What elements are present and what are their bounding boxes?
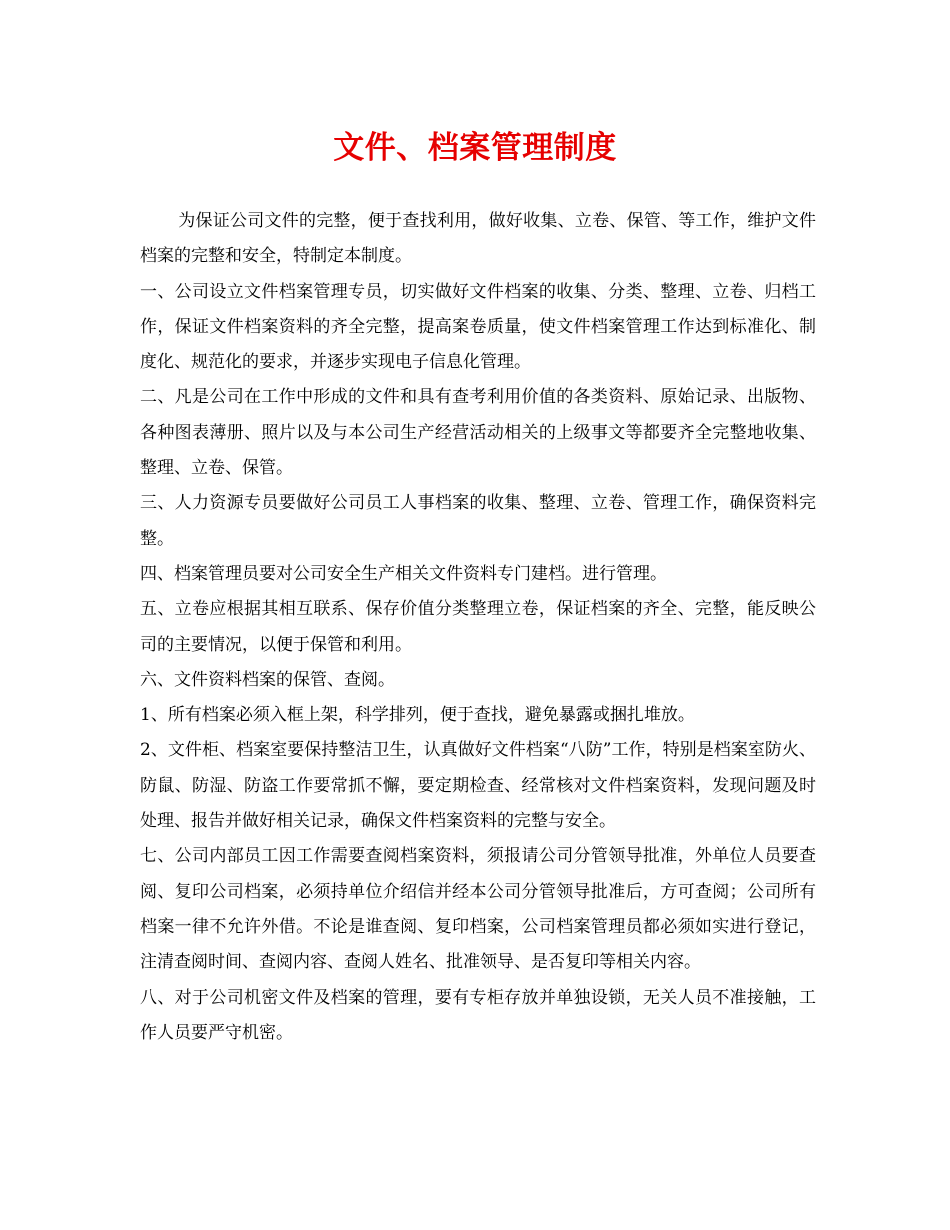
clause-3-paragraph: 三、人力资源专员要做好公司员工人事档案的收集、整理、立卷、管理工作，确保资料完整。 xyxy=(140,493,816,549)
intro-paragraph: 为保证公司文件的完整，便于查找利用，做好收集、立卷、保管、等工作，维护文件档案的完整和安全，特制定本制度。 xyxy=(140,211,816,267)
clause-8-paragraph: 八、对于公司机密文件及档案的管理，要有专柜存放并单独设锁，无关人员不准接触，工作人员要严守机密。 xyxy=(140,987,816,1043)
clause-6-item-1-paragraph: 1、所有档案必须入框上架，科学排列，便于查找，避免暴露或捆扎堆放。 xyxy=(140,705,695,726)
document-body xyxy=(140,204,816,1051)
clause-2-paragraph: 二、凡是公司在工作中形成的文件和具有查考利用价值的各类资料、原始记录、出版物、各种图表薄册、照片以及与本公司生产经营活动相关的上级事文等都要齐全完整地收集、整理、立卷、保管。 xyxy=(140,387,816,479)
clause-5-paragraph: 五、立卷应根据其相互联系、保存价值分类整理立卷，保证档案的齐全、完整，能反映公司的主要情况，以便于保管和利用。 xyxy=(140,599,816,655)
clause-7-paragraph: 七、公司内部员工因工作需要查阅档案资料，须报请公司分管领导批准，外单位人员要查阅、复印公司档案，必须持单位介绍信并经本公司分管领导批准后，方可查阅；公司所有档案一律不允许外借。不论是谁查阅、复印档案，公司档案管理员都必须如实进行登记，注清查阅时间、查阅内容、查阅人姓名、批准领导、是否复印等相关内容。 xyxy=(140,846,816,973)
clause-6-item-2-paragraph: 2、文件柜、档案室要保持整洁卫生，认真做好文件档案“八防”工作，特别是档案室防火、防鼠、防湿、防盗工作要常抓不懈，要定期检查、经常核对文件档案资料，发现问题及时处理、报告并做好相关记录，确保文件档案资料的完整与安全。 xyxy=(140,740,816,832)
clause-1-paragraph: 一、公司设立文件档案管理专员，切实做好文件档案的收集、分类、整理、立卷、归档工作，保证文件档案资料的齐全完整，提高案卷质量，使文件档案管理工作达到标准化、制度化、规范化的要求，并逐步实现电子信息化管理。 xyxy=(140,281,816,373)
clause-6-paragraph: 六、文件资料档案的保管、查阅。 xyxy=(140,669,395,690)
document-title: 文件、档案管理制度 xyxy=(333,130,617,166)
clause-4-paragraph: 四、档案管理员要对公司安全生产相关文件资料专门建档。进行管理。 xyxy=(140,563,667,584)
